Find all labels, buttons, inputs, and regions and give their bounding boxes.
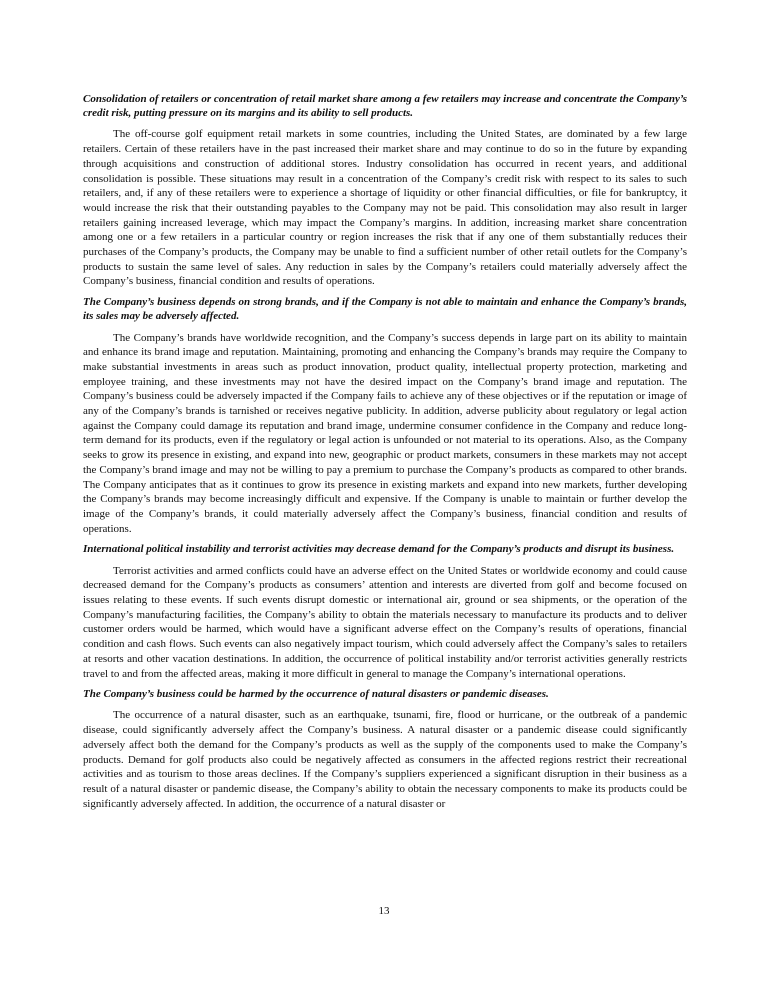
section-heading-natural-disasters: The Company’s business could be harmed by the occurrence of natural disasters or pandemic diseases. xyxy=(83,688,549,701)
page-number: 13 xyxy=(378,905,390,917)
section-body-retailer-consolidation: The off-course golf equipment retail markets in some countries, including the United States, are dominated by a few large retailers. Certain of these retailers have in the past increased their market share and may continue to do so in the future by expanding through acquisitions and construction of additional stores. Industry consolidation has occurred in recent years, and additional consolidation is possible. These situations may result in a concentration of the Company’s credit risk with respect to its sales to such retailers, and, if any of these retailers were to experience a shortage of liquidity or other financial difficulties, or file for bankruptcy, it would increase the risk that their outstanding payables to the Company may not be paid. This consolidation may also result in larger retailers gaining increased leverage, which may impact the Company’s margins. In addition, increasing market share concentration among one or a few retailers in a particular country or region increases the risk that if any one of them substantially reduces their purchases of the Company’s products, the Company may be unable to find a sufficient number of other retail outlets for the Company’s products to sustain the same level of sales. Any reduction in sales by the Company’s retailers could materially adversely affect the Company’s business, financial condition and results of operations. xyxy=(83,128,687,288)
document-body xyxy=(83,92,687,817)
section-body-brands: The Company’s brands have worldwide recognition, and the Company’s success depends in large part on its ability to maintain and enhance its brand image and reputation. Maintaining, promoting and enhancing the Company’s brands may require the Company to make substantial investments in areas such as product innovation, product quality, intellectual property protection, marketing and employee training, and these investments may not have the desired impact on the Company’s brand image and reputation. The Company’s business could be adversely impacted if the Company fails to achieve any of these objectives or if the reputation or image of any of the Company’s brands is tarnished or receives negative publicity. In addition, adverse publicity about regulatory or legal action against the Company could damage its reputation and brand image, undermine consumer confidence in the Company and reduce long-term demand for its products, even if the regulatory or legal action is unfounded or not material to its operations. Also, as the Company seeks to grow its presence in existing, and expand into new, geographic or product markets, consumers in these markets may not accept the Company’s brand image and may not be willing to pay a premium to purchase the Company’s products as compared to other brands. The Company anticipates that as it continues to grow its presence in existing markets and expand into new markets, further developing the Company’s brands may become increasingly difficult and expensive. If the Company is unable to maintain or further develop the image of the Company’s brands, it could materially adversely affect the Company’s business, financial condition and results of operations. xyxy=(83,331,687,535)
section-heading-brands: The Company’s business depends on strong brands, and if the Company is not able to maintain and enhance the Company’s brands, its sales may be adversely affected. xyxy=(83,296,687,323)
section-heading-political-instability: International political instability and terrorist activities may decrease demand for the Company’s products and disrupt its business. xyxy=(83,543,675,556)
section-heading-retailer-consolidation: Consolidation of retailers or concentration of retail market share among a few retailers may increase and concentrate the Company’s credit risk, putting pressure on its margins and its ability to sell products. xyxy=(83,93,687,120)
section-body-political-instability: Terrorist activities and armed conflicts could have an adverse effect on the United States or worldwide economy and could cause decreased demand for the Company’s products as consumers’ attention and interests are diverted from golf and become focused on issues relating to these events. If such events disrupt domestic or international air, ground or sea shipments, or the operation of the Company’s manufacturing facilities, the Company’s ability to obtain the materials necessary to manufacture its products and to deliver customer orders would be harmed, which would have a significant adverse effect on the Company’s results of operations, financial condition and cash flows. Such events can also negatively impact tourism, which could adversely affect the Company’s sales to retailers at resorts and other vacation destinations. In addition, the occurrence of political instability and/or terrorist activities generally restricts travel to and from the affected areas, making it more difficult in general to manage the Company’s international operations. xyxy=(83,564,687,680)
section-body-natural-disasters: The occurrence of a natural disaster, such as an earthquake, tsunami, fire, flood or hurricane, or the outbreak of a pandemic disease, could significantly adversely affect the Company’s business. A natural disaster or a pandemic disease could significantly adversely affect both the demand for the Company’s products as well as the supply of the components used to make the Company’s products. Demand for golf products also could be negatively affected as consumers in the affected regions restrict their recreational activities and as tourism to those areas declines. If the Company’s suppliers experienced a significant disruption in their business as a result of a natural disaster or pandemic disease, the Company’s ability to obtain the necessary components to make its products could be significantly adversely affected. In addition, the occurrence of a natural disaster or xyxy=(83,709,687,810)
